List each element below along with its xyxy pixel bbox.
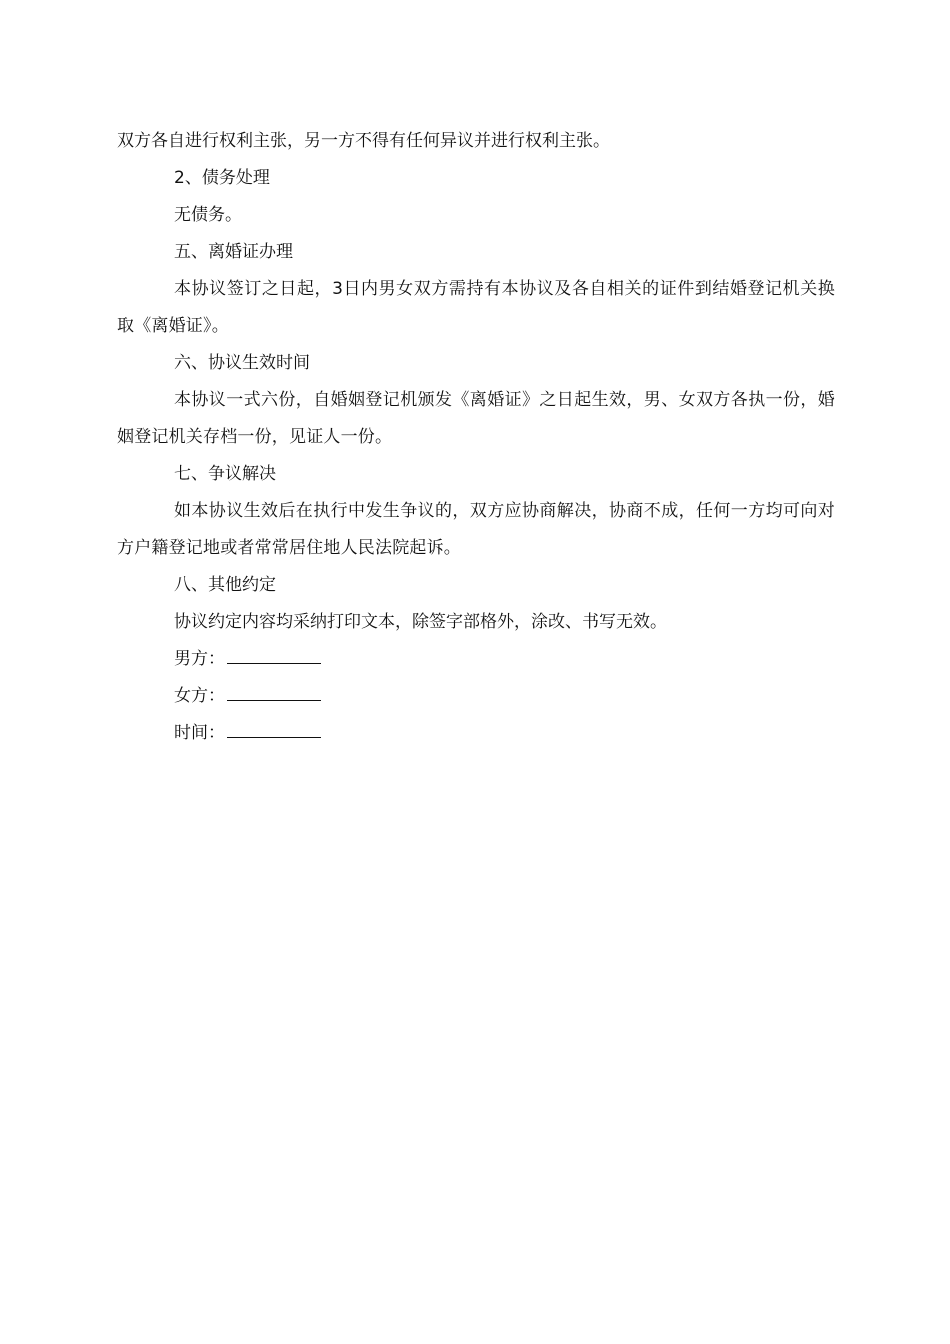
signature-blank-male: [227, 648, 321, 664]
section-body-other: 协议约定内容均采纳打印文本，除签字部格外，涂改、书写无效。: [174, 612, 667, 632]
signature-blank-female: [227, 685, 321, 701]
section-body-debt: 无债务。: [174, 205, 242, 225]
signature-blank-time: [227, 722, 321, 738]
section-heading-effective-time: 六、协议生效时间: [174, 353, 310, 373]
section-body-effective-time: 本协议一式六份，自婚姻登记机颁发《离婚证》之日起生效，男、女双方各执一份，婚姻登记机关存档一份，见证人一份。: [117, 390, 835, 447]
section-body-dispute: 如本协议生效后在执行中发生争议的，双方应协商解决，协商不成，任何一方均可向对方户籍登记地或者常常居住地人民法院起诉。: [117, 501, 835, 558]
signature-label-time: 时间：: [174, 723, 225, 743]
signature-row-time: [117, 715, 835, 752]
section-heading-other: 八、其他约定: [174, 575, 276, 595]
signature-row-female: [117, 678, 835, 715]
section-heading-certificate: 五、离婚证办理: [174, 242, 293, 262]
section-body-certificate: 本协议签订之日起，3日内男女双方需持有本协议及各自相关的证件到结婚登记机关换取《离婚证》。: [117, 279, 835, 336]
continuation-line: 双方各自进行权利主张，另一方不得有任何异议并进行权利主张。: [117, 131, 610, 151]
signature-label-male: 男方：: [174, 649, 225, 669]
document-content: [117, 123, 835, 752]
signature-label-female: 女方：: [174, 686, 225, 706]
signature-row-male: [117, 641, 835, 678]
section-heading-debt: 2、债务处理: [174, 168, 270, 188]
section-heading-dispute: 七、争议解决: [174, 464, 276, 484]
